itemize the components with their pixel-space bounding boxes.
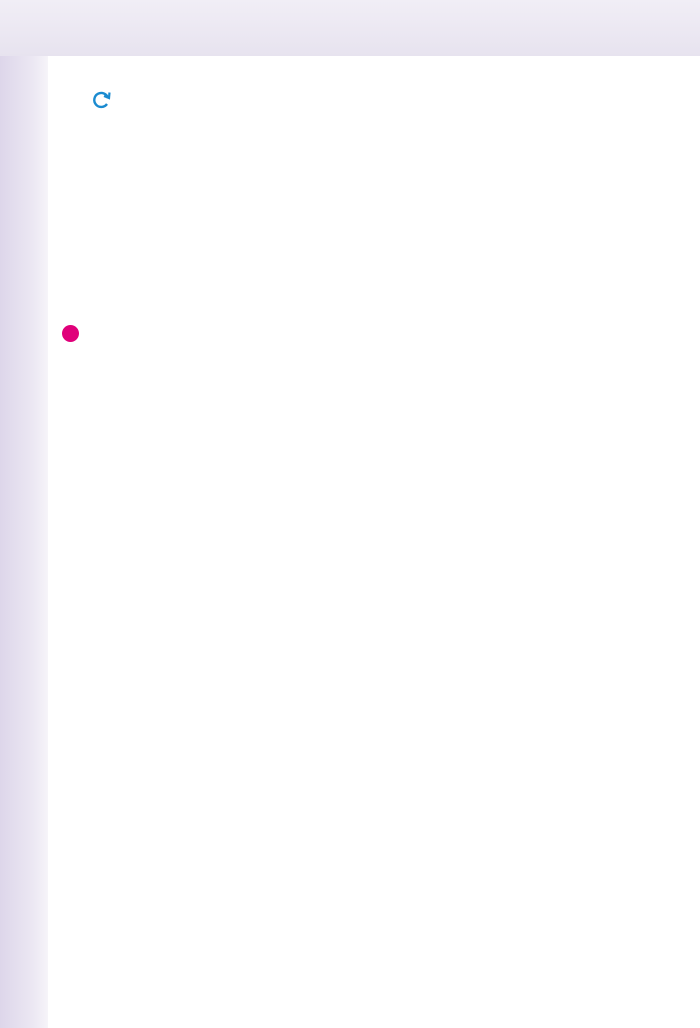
top-band: [0, 0, 700, 56]
cycle-icon: [92, 90, 112, 110]
bullet-dot-icon: [62, 325, 79, 342]
left-margin-band: [0, 56, 48, 1028]
